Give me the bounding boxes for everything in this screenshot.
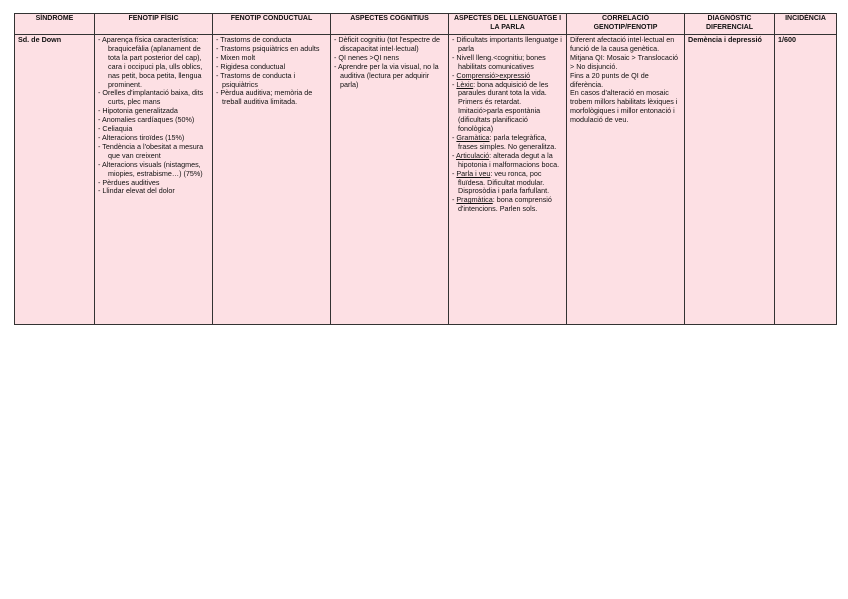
cell-fenotip-fisic <box>95 35 213 325</box>
list-item: - Anomalies cardíaques (50%) <box>98 115 195 125</box>
cell-incidencia: 1/600 <box>775 35 837 325</box>
list-item: - Pèrdues auditives <box>98 177 160 187</box>
paragraph: Diferent afectació intel·lectual en funció de la causa genètica. <box>570 35 675 53</box>
header-sindrome: SÍNDROME <box>15 14 95 35</box>
list-item: - Nivell lleng.<cognitiu; bones habilitats comunicatives <box>452 52 546 71</box>
paragraph: En casos d'alteració en mosaic trobem millors habilitats lèxiques i morfològiques i millor entonació i modulació de veu. <box>570 88 678 125</box>
cell-llenguatge <box>449 35 567 325</box>
header-incidencia: INCIDÈNCIA <box>775 14 837 35</box>
list-item: - Orelles d'implantació baixa, dits curts, plec mans <box>98 88 204 107</box>
header-row <box>15 14 837 35</box>
section-label: Lèxic <box>456 79 474 89</box>
list-item: - Celiaquia <box>98 124 133 134</box>
list-item: - Mixen molt <box>216 52 256 62</box>
list-item: - Alteracions visuals (nistagmes, miopies, estrabisme…) (75%) <box>98 159 203 178</box>
cell-fenotip-conductual <box>213 35 331 325</box>
list-item: - Pragmàtica: bona comprensió d'intencions. Parlen sols. <box>452 195 552 214</box>
list-item: - Comprensió>expressió <box>452 70 531 80</box>
list-item: - Trastorns de conducta <box>216 35 292 44</box>
list-item: - Aprendre per la via visual, no la auditiva (lectura per adquirir parla) <box>334 61 439 89</box>
section-label: Pragmàtica <box>456 195 493 205</box>
list-item: - Lèxic: bona adquisició de les paraules durant tota la vida. Primers és retardat. Imitació>parla espontània (dificultats planificació fonològica) <box>452 79 549 134</box>
list-item: - QI nenes >QI nens <box>334 52 399 62</box>
header-diagnostic: DIAGNÒSTIC DIFERENCIAL <box>685 14 775 35</box>
list-item: - Dèficit cognitiu (tot l'espectre de discapacitat intel·lectual) <box>334 35 441 53</box>
header-llenguatge: ASPECTES DEL LLENGUATGE I LA PARLA <box>449 14 567 35</box>
header-aspectes-cognitius: ASPECTES COGNITIUS <box>331 14 449 35</box>
cell-diagnostic: Demència i depressió <box>685 35 775 325</box>
table-row <box>15 35 837 325</box>
section-text: : bona comprensió d'intencions. Parlen sols. <box>458 195 552 214</box>
list-item: - Articulació: alterada degut a la hipotonia i malformacions boca. <box>452 150 560 169</box>
list-item: - Aparença física característica: braquicefàlia (aplanament de tota la part posterior del cap), cara i occipuci pla, ulls oblics, nas petit, boca petita, llengua prominent. <box>98 35 203 89</box>
header-fenotip-fisic: FENOTIP FÍSIC <box>95 14 213 35</box>
header-correlacio: CORRELACIÓ GENOTIP/FENOTIP <box>567 14 685 35</box>
list-item: - Parla i veu: veu ronca, poc fluïdesa. Dificultat modular. Disprosòdia i parla farfullant. <box>452 168 550 196</box>
list-item: - Alteracions tiroïdes (15%) <box>98 132 185 142</box>
paragraph: Mitjana QI: Mosaic > Translocació > No disjunció. <box>570 52 679 71</box>
list-item: - Trastorns de conducta i psiquiàtrics <box>216 70 296 89</box>
header-fenotip-conductual: FENOTIP CONDUCTUAL <box>213 14 331 35</box>
list-item: - Pèrdua auditiva; memòria de treball auditiva limitada. <box>216 88 313 107</box>
list-item: - Llindar elevat del dolor <box>98 186 175 196</box>
section-text: : veu ronca, poc fluïdesa. Dificultat modular. Disprosòdia i parla farfullant. <box>458 168 550 196</box>
list-item: - Trastorns psiquiàtrics en adults <box>216 43 320 53</box>
section-text: : alterada degut a la hipotonia i malformacions boca. <box>458 150 560 169</box>
list-item: - Rigidesa conductual <box>216 61 286 71</box>
section-text: : bona adquisició de les paraules durant tota la vida. Primers és retardat. Imitació>parla espontània (dificultats planificació fonològica) <box>458 79 549 134</box>
section-text: : parla telegràfica, frases simples. No generalitza. <box>458 132 557 151</box>
list-item: - Hipotonia generalitzada <box>98 106 178 116</box>
section-label: Gramàtica <box>456 132 490 142</box>
cell-aspectes-cognitius <box>331 35 449 325</box>
section-label: Parla i veu <box>456 168 491 178</box>
list-item: - Gramàtica: parla telegràfica, frases simples. No generalitza. <box>452 132 557 151</box>
section-label: Comprensió>expressió <box>456 70 531 80</box>
cell-sindrome: Sd. de Down <box>15 35 95 325</box>
section-label: Articulació <box>456 150 490 160</box>
list-item: - Tendència a l'obesitat a mesura que van creixent <box>98 141 204 160</box>
paragraph: Fins a 20 punts de QI de diferència. <box>570 70 649 89</box>
syndrome-table <box>14 13 837 325</box>
list-item: - Dificultats importants llenguatge i parla <box>452 35 562 53</box>
cell-correlacio <box>567 35 685 325</box>
